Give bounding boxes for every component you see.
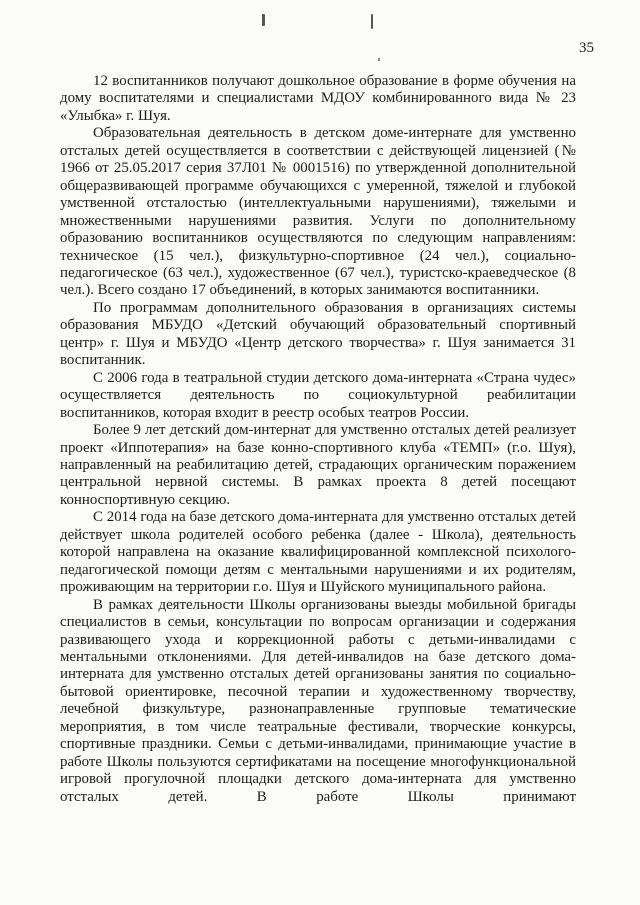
document-body (60, 73, 576, 806)
paragraph-home-education: 12 воспитанников получают дошкольное образование в форме обучения на дому воспитателями и специалистами МДОУ комбинированного вида № 23 «Улыбка» г. Шуя. (60, 73, 576, 124)
paragraph-hippotherapy: Более 9 лет детский дом-интернат для умственно отсталых детей реализует проект «Иппотерапия» на базе конно-спортивного клуба «ТЕМП» (г.о. Шуя), направленный на реабилитацию детей, страдающих органическим поражением центральной нервной системы. В рамках проекта 8 детей посещают конноспортивную секцию. (60, 422, 576, 508)
paragraph-additional-education: По программам дополнительного образования в организациях системы образования МБУДО «Детский обучающий образовательный спортивный центр» г. Шуя и МБУДО «Центр детского творчества» г. Шуя занимается 31 воспитанник. (60, 299, 576, 369)
scan-artifact-dot (378, 58, 380, 61)
paragraph-parents-school: С 2014 года на базе детского дома-интерната для умственно отсталых детей действует школа родителей особого ребенка (далее - Школа), деятельность которой направлена на оказание квалифицированной комплексной психолого-педагогической помощи детям с ментальными нарушениями и их родителям, проживающим на территории г.о. Шуя и Шуйского муниципального района. (60, 509, 576, 596)
paragraph-educational-activity: Образовательная деятельность в детском доме-интернате для умственно отсталых детей осуществляется в соответствии с действующей лицензией (№ 1966 от 25.05.2017 серия 37Л01 № 0001516) по утвержденной дополнительной общеразвивающей программе обучающихся с умеренной, тяжелой и глубокой умственной отсталостью (интеллектуальными нарушениями), тяжелыми и множественными нарушениями развития. Услуги по дополнительному образованию воспитанников осуществляются по следующим направлениям: техническое (15 чел.), физкультурно-спортивное (24 чел.), социально-педагогическое (63 чел.), художественное (67 чел.), туристско-краеведческое (8 чел.). Всего создано 17 объединений, в которых занимаются воспитанники. (60, 125, 576, 299)
scan-artifact-mark (262, 14, 265, 26)
paragraph-school-activities: В рамках деятельности Школы организованы выезды мобильной бригады специалистов в семьи, консультации по вопросам организации и содержания развивающего ухода и коррекционной работы с детьми-инвалидами с ментальными отклонениями. Для детей-инвалидов на базе детского дома-интерната для умственно отсталых детей организованы занятия по социально-бытовой ориентировке, песочной терапии и художественному творчеству, лечебной физкультуре, разнонаправленные групповые тематические мероприятия, в том числе театральные фестивали, творческие конкурсы, спортивные праздники. Семьи с детьми-инвалидами, принимающие участие в работе Школы пользуются сертификатами на посещение многофункциональной игровой прогулочной площадки детского дома-интерната для умственно отсталых детей. В работе Школы принимают (60, 596, 576, 805)
paragraph-theatre-studio: С 2006 года в театральной студии детского дома-интерната «Страна чудес» осуществляется деятельность по социокультурной реабилитации воспитанников, которая входит в реестр особых театров России. (60, 369, 576, 421)
page-number: 35 (579, 40, 594, 56)
scan-artifact-mark (371, 14, 373, 29)
